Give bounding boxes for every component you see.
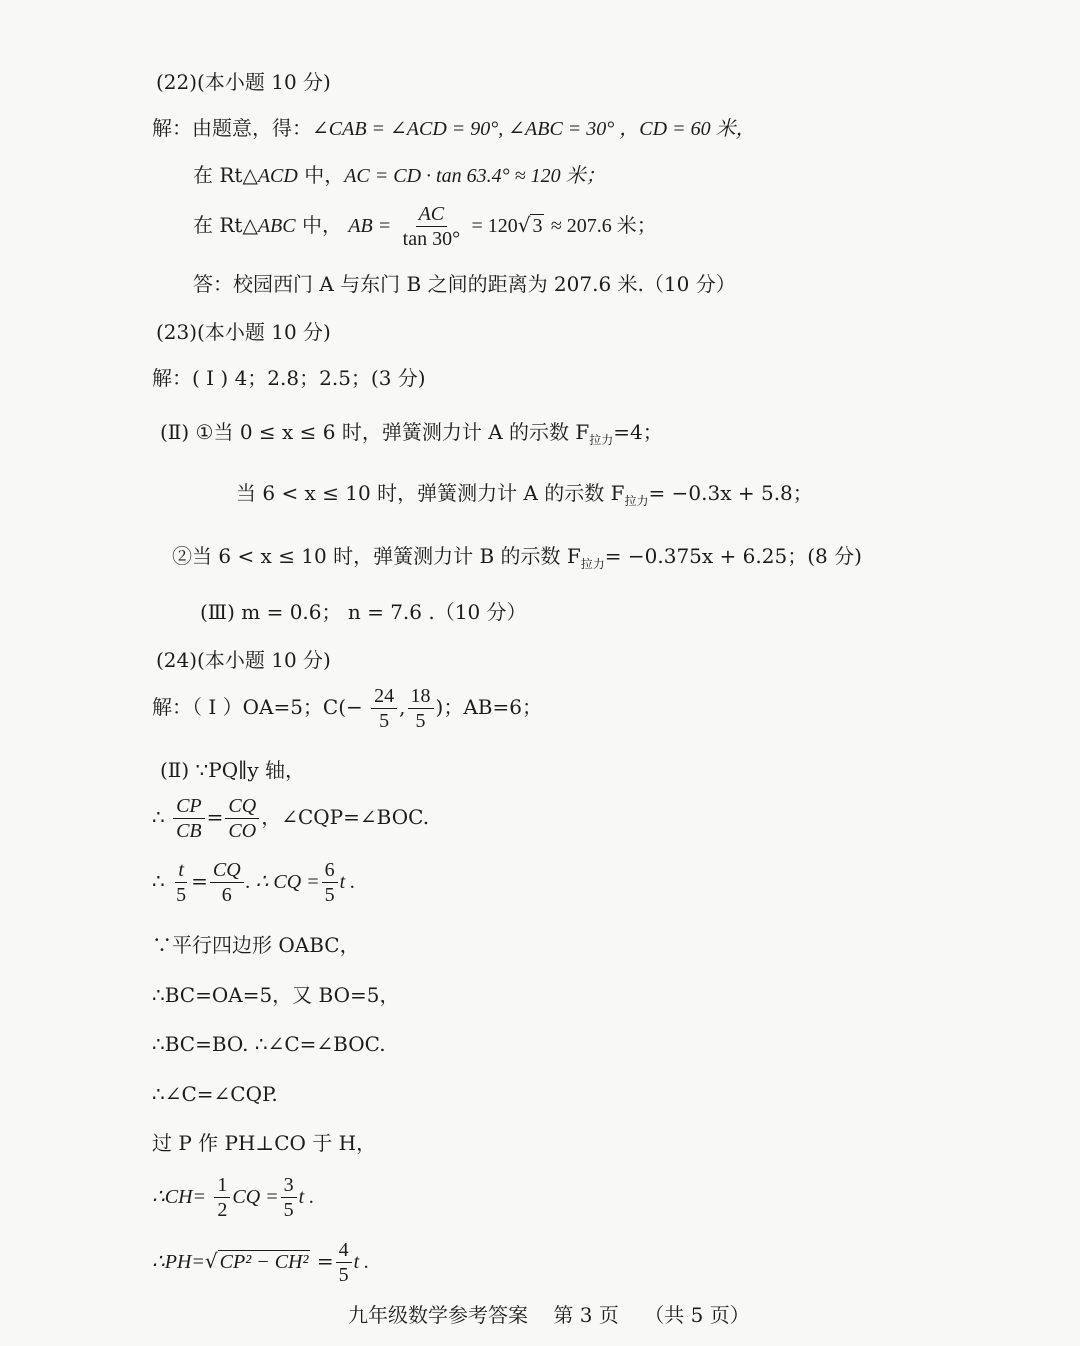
q24-line2: (Ⅱ) ∵PQ∥y 轴， (160, 758, 306, 782)
q24-line1: 解：（ I ）OA=5；C(− $\frac{24}{5}$ , $\frac{18}{5}$ )；AB=6； (152, 685, 542, 732)
q23-part2-b: 当 6 < x ≤ 10 时，弹簧测力计 A 的示数 $F_{拉力}= -0.3x + 5.8$； (236, 481, 813, 508)
q24-line3: ∴ $\frac{CP}{CB}$ = $\frac{CQ}{CO}$ ，∠CQP=∠BOC. (152, 795, 430, 842)
q23-part1: 解：( I ) 4；2.8；2.5；(3 分) (152, 366, 426, 390)
q24-line5: ∵平行四边形 OABC， (152, 933, 360, 957)
q24-line10: ∴CH= $\frac{1}{2}$ CQ = $\frac{3}{5}$ t . (152, 1174, 315, 1221)
q24-line6: ∴BC=OA=5，又 BO=5， (152, 983, 400, 1007)
q24-line9: 过 P 作 PH⊥CO 于 H， (152, 1131, 377, 1155)
q22-line3: 在 Rt△ABC 中， AB = $\frac{AC}{\tan 30^\circ}$ = 120√ 3 ≈ 207.6 米； (193, 203, 657, 250)
q24-line7: ∴BC=BO. ∴∠C=∠BOC. (152, 1032, 386, 1056)
q23-part2-a: (Ⅱ) ①当 0 ≤ x ≤ 6 时，弹簧测力计 A 的示数 $F_{拉力}=4$； (160, 420, 663, 447)
q22-line2: 在 Rt△ACD 中，AC = CD · tan 63.4° ≈ 120 米； (193, 163, 606, 187)
q22-answer: 答：校园西门 A 与东门 B 之间的距离为 207.6 米.（10 分） (193, 272, 736, 296)
page-footer: 九年级数学参考答案 第 3 页 （共 5 页） (348, 1303, 750, 1327)
q24-title: (24)(本小题 10 分) (156, 648, 331, 672)
q23-part2-c: ②当 6 < x ≤ 10 时，弹簧测力计 B 的示数 $F_{拉力}= -0.375x + 6.25$；(8 分) (172, 544, 862, 571)
q22-title: (22)(本小题 10 分) (156, 70, 331, 94)
q24-line8: ∴∠C=∠CQP. (152, 1082, 278, 1106)
q24-line11: ∴PH=√ CP² − CH² = $\frac{4}{5}$ t . (152, 1239, 370, 1286)
q22-line1: 解：由题意，得：∠CAB = ∠ACD = 90°, ∠ABC = 30° ，CD = 60 米， (152, 116, 756, 140)
q22-fraction: $\frac{AC}{\tan 30^\circ}$ (402, 203, 461, 250)
q23-title: (23)(本小题 10 分) (156, 320, 331, 344)
q23-part3: (Ⅲ) m = 0.6； n = 7.6 .（10 分） (200, 600, 527, 624)
q24-line4: ∴ $\frac{t}{5}$ = $\frac{CQ}{6}$ . ∴ CQ = $\frac{6}{5}$ t . (152, 859, 356, 906)
